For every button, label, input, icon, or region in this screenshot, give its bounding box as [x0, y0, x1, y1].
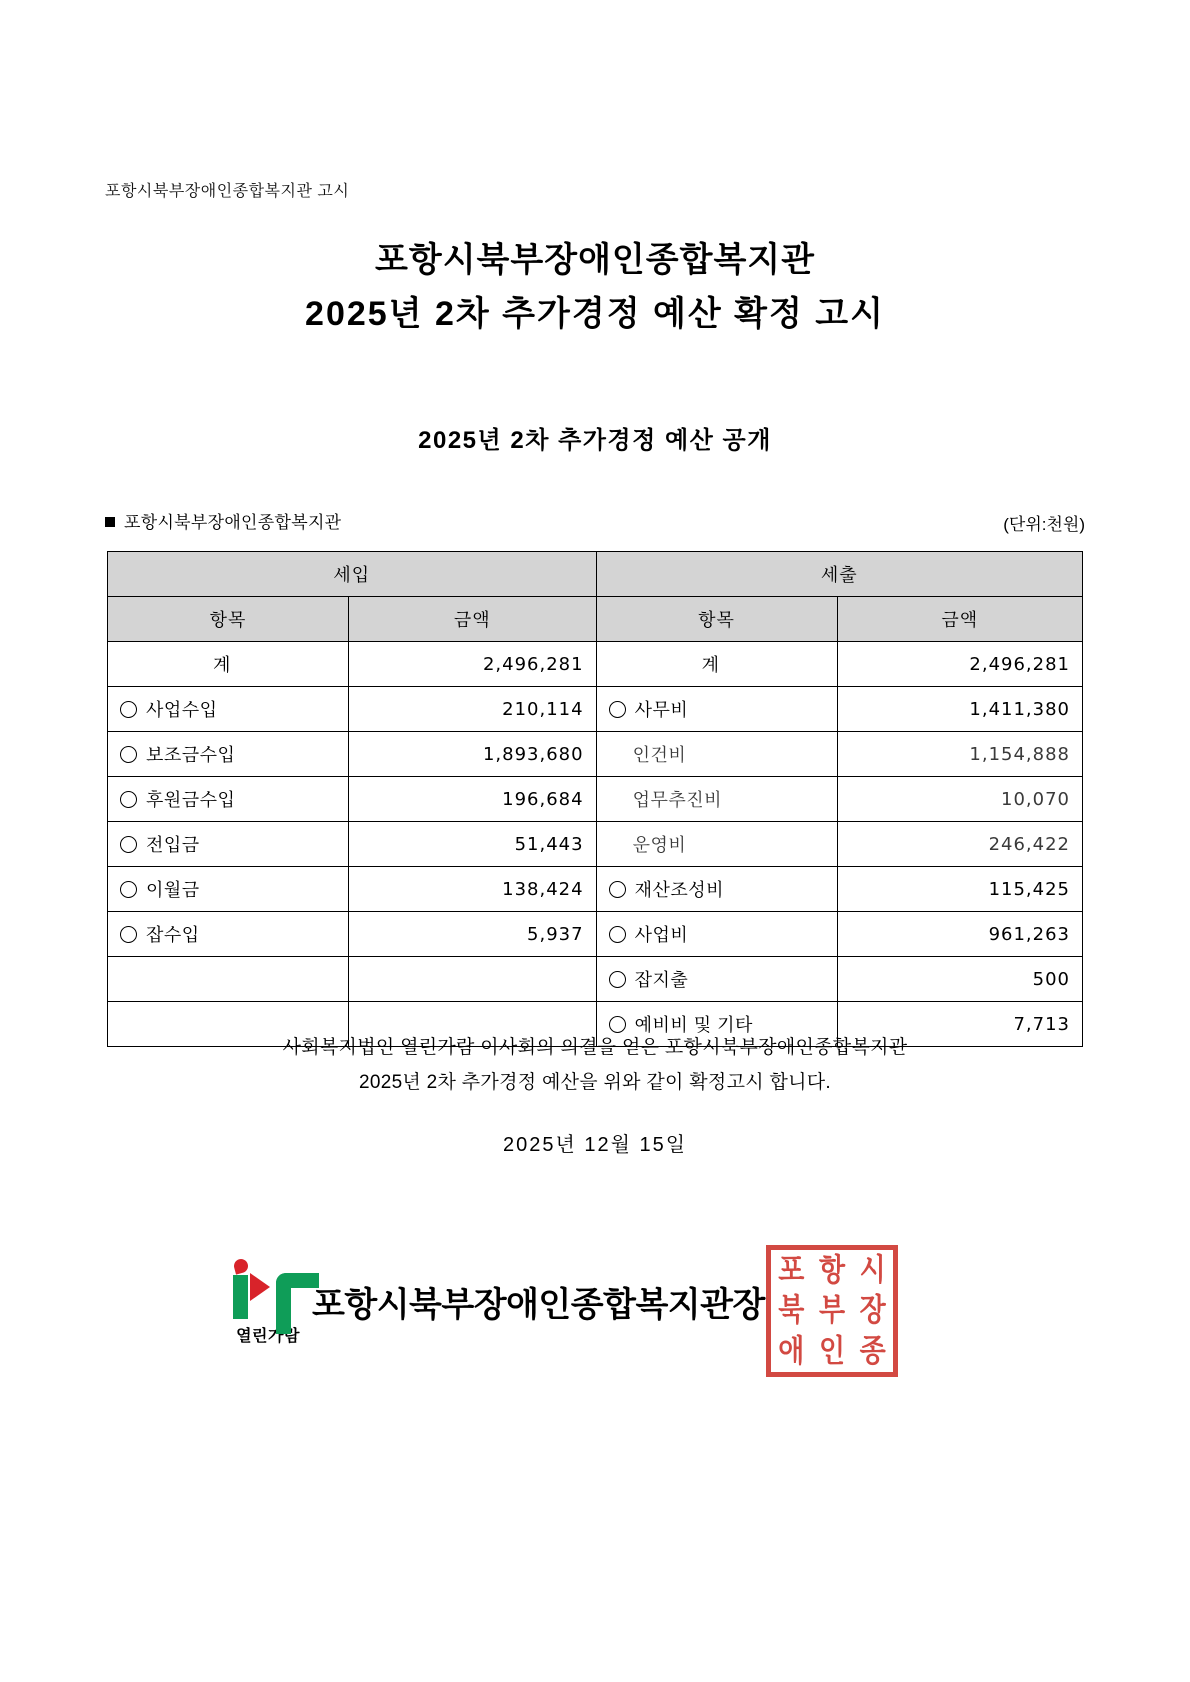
- document-subtitle: 2025년 2차 추가경정 예산 공개: [418, 427, 772, 454]
- revenue-amount-cell: 2,496,281: [348, 642, 596, 687]
- revenue-amount-cell: 196,684: [348, 777, 596, 822]
- revenue-item-label: 잡수입: [146, 925, 200, 945]
- column-header-expenditure-amount: 금액: [837, 597, 1082, 642]
- seal-character: 포: [778, 1252, 805, 1288]
- revenue-item-cell: [108, 867, 349, 912]
- expenditure-item-label: 인건비: [632, 745, 687, 765]
- revenue-amount-cell: 210,114: [348, 687, 596, 732]
- expenditure-amount-cell: 115,425: [837, 867, 1082, 912]
- revenue-amount-cell: 1,893,680: [348, 732, 596, 777]
- signature-block: [0, 1245, 1190, 1385]
- logo-mark-icon: [226, 1257, 310, 1319]
- expenditure-item-cell: [596, 957, 837, 1002]
- seal-character: 부: [818, 1293, 846, 1328]
- expenditure-item-label: 재산조성비: [634, 880, 725, 900]
- table-row: [108, 642, 1083, 687]
- expenditure-item-label: 예비비 및 기타: [634, 1015, 753, 1035]
- square-bullet-icon: [105, 517, 115, 527]
- expenditure-item-cell: [596, 732, 837, 777]
- circle-bullet-icon: [120, 881, 137, 898]
- expenditure-item-label: 운영비: [632, 835, 687, 855]
- expenditure-item-cell: [596, 687, 837, 732]
- seal-character: 인: [818, 1333, 846, 1369]
- seal-character: 시: [859, 1252, 886, 1288]
- issue-date: 2025년 12월 15일: [502, 1134, 688, 1156]
- title-line-1: 포항시북부장애인종합복지관: [375, 241, 815, 279]
- column-header-revenue-amount: 금액: [348, 597, 596, 642]
- expenditure-item-label: 계: [701, 655, 720, 675]
- logo-caption: 열린가람: [236, 1328, 300, 1345]
- circle-bullet-icon: [120, 791, 137, 808]
- document-title: [0, 238, 1190, 339]
- circle-bullet-icon: [609, 971, 626, 988]
- revenue-item-label: 보조금수입: [146, 745, 236, 765]
- revenue-amount-cell-empty: [348, 957, 596, 1002]
- seal-character: 종: [859, 1333, 886, 1369]
- document-kicker: 포항시북부장애인종합복지관 고시: [105, 183, 350, 200]
- seal-character: 항: [818, 1252, 846, 1288]
- revenue-item-cell: [108, 732, 349, 777]
- revenue-item-cell: [108, 912, 349, 957]
- signer-name: 포항시북부장애인종합복지관장: [312, 1286, 765, 1324]
- budget-table: [107, 551, 1083, 1047]
- circle-bullet-icon: [120, 926, 137, 943]
- closing-statement: [0, 1030, 1190, 1100]
- budget-table-body: [108, 642, 1083, 1047]
- revenue-item-label: 계: [213, 655, 231, 675]
- revenue-item-label: 후원금수입: [146, 790, 236, 810]
- revenue-amount-cell: 138,424: [348, 867, 596, 912]
- expenditure-item-label: 사업비: [634, 925, 689, 945]
- revenue-amount-cell: 51,443: [348, 822, 596, 867]
- circle-bullet-icon: [609, 881, 626, 898]
- expenditure-item-cell: [596, 642, 837, 687]
- group-header-revenue: 세입: [108, 552, 597, 597]
- seal-character: 장: [859, 1293, 886, 1328]
- revenue-item-cell: [108, 687, 349, 732]
- expenditure-item-cell: [596, 912, 837, 957]
- closing-line-2: 2025년 2차 추가경정 예산을 위와 같이 확정고시 합니다.: [358, 1072, 832, 1094]
- column-header-revenue-item: 항목: [108, 597, 349, 642]
- circle-bullet-icon: [609, 701, 626, 718]
- column-header-expenditure-item: 항목: [596, 597, 837, 642]
- table-row: [108, 912, 1083, 957]
- revenue-item-cell: [108, 777, 349, 822]
- table-row: [108, 867, 1083, 912]
- expenditure-amount-cell: 1,411,380: [837, 687, 1082, 732]
- official-seal-stamp: [766, 1245, 898, 1377]
- revenue-item-cell: [108, 822, 349, 867]
- section-label: [105, 508, 341, 533]
- expenditure-item-cell: [596, 777, 837, 822]
- circle-bullet-icon: [120, 701, 137, 718]
- revenue-item-label: 전입금: [146, 835, 200, 855]
- expenditure-item-cell: [596, 867, 837, 912]
- expenditure-amount-cell: 7,713: [837, 1002, 1082, 1047]
- circle-bullet-icon: [120, 746, 137, 763]
- expenditure-item-cell: [596, 822, 837, 867]
- expenditure-amount-cell: 2,496,281: [837, 642, 1082, 687]
- expenditure-item-label: 업무추진비: [632, 790, 723, 810]
- table-column-header-row: [108, 597, 1083, 642]
- table-row: [108, 777, 1083, 822]
- expenditure-amount-cell: 1,154,888: [837, 732, 1082, 777]
- table-row: [108, 732, 1083, 777]
- revenue-item-cell: [108, 642, 349, 687]
- unit-note: (단위:천원): [1003, 515, 1085, 534]
- revenue-item-label: 이월금: [146, 880, 200, 900]
- expenditure-amount-cell: 961,263: [837, 912, 1082, 957]
- circle-bullet-icon: [120, 836, 137, 853]
- seal-character: 애: [778, 1333, 805, 1369]
- revenue-item-label: 사업수입: [146, 700, 218, 720]
- table-row: [108, 687, 1083, 732]
- expenditure-amount-cell: 246,422: [837, 822, 1082, 867]
- closing-line-1: 사회복지법인 열린가람 이사회의 의결을 얻은 포항시북부장애인종합복지관: [282, 1037, 908, 1058]
- seal-character: 북: [778, 1293, 805, 1328]
- revenue-item-cell-empty: [108, 957, 349, 1002]
- circle-bullet-icon: [609, 926, 626, 943]
- section-label-text: 포항시북부장애인종합복지관: [124, 513, 342, 532]
- expenditure-amount-cell: 10,070: [837, 777, 1082, 822]
- expenditure-item-label: 잡지출: [634, 970, 689, 990]
- group-header-expenditure: 세출: [596, 552, 1082, 597]
- expenditure-amount-cell: 500: [837, 957, 1082, 1002]
- title-line-2: 2025년 2차 추가경정 예산 확정 고시: [305, 294, 885, 333]
- table-group-header-row: [108, 552, 1083, 597]
- table-row: [108, 822, 1083, 867]
- table-row: [108, 957, 1083, 1002]
- revenue-amount-cell: 5,937: [348, 912, 596, 957]
- expenditure-item-label: 사무비: [634, 700, 689, 720]
- organization-logo: [218, 1257, 318, 1346]
